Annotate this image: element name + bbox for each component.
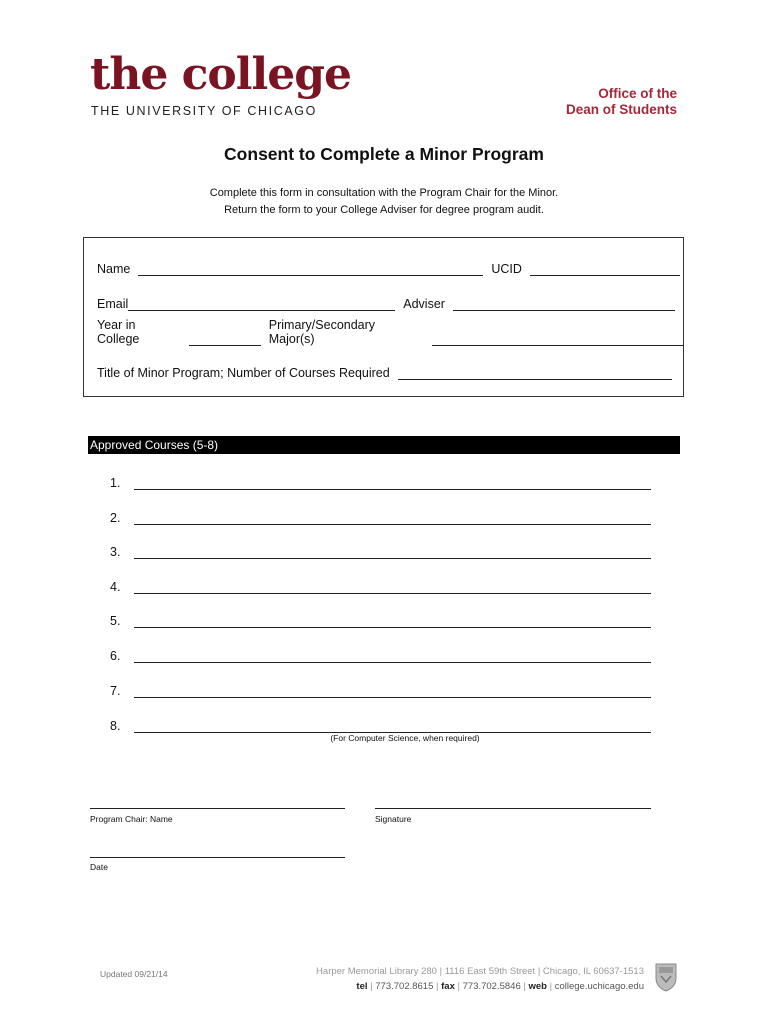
minor-title-field[interactable] (398, 367, 672, 380)
year-label: Year in College (97, 318, 140, 346)
course-number: 5. (110, 614, 121, 628)
college-logo: the college (90, 49, 351, 100)
course-note: (For Computer Science, when required) (330, 733, 480, 743)
course-number: 4. (110, 580, 121, 594)
course-field[interactable] (134, 720, 651, 733)
office-name (566, 86, 677, 118)
major-field[interactable] (432, 333, 683, 346)
major-label: Primary/Secondary Major(s) (268, 318, 376, 346)
course-row (110, 715, 651, 733)
email-field[interactable] (128, 298, 395, 311)
date-label: Date (90, 862, 108, 872)
course-field[interactable] (134, 685, 651, 698)
office-line-2: Dean of Students (565, 102, 677, 117)
ucid-field[interactable] (530, 263, 680, 276)
course-number: 7. (110, 684, 121, 698)
tel-label: tel (356, 981, 368, 992)
course-row (110, 507, 651, 525)
course-number: 6. (110, 649, 121, 663)
university-shield-icon (655, 962, 677, 992)
course-number: 1. (110, 476, 121, 490)
address-line: Harper Memorial Library 280 | 1116 East 59th Street | Chicago, IL 60637-1513 (316, 966, 644, 977)
fax-label: fax (441, 981, 455, 992)
minor-title-label: Title of Minor Program; Number of Courses Required (97, 366, 390, 380)
date-line[interactable] (90, 857, 345, 858)
email-label: Email (97, 297, 129, 311)
form-instructions (0, 185, 768, 219)
course-number: 2. (110, 511, 121, 525)
course-number: 8. (110, 719, 121, 733)
student-info-box (83, 237, 684, 397)
course-number: 3. (110, 545, 121, 559)
university-name: THE UNIVERSITY OF CHICAGO (91, 104, 317, 118)
signature-label: Signature (375, 814, 412, 824)
footer-address (316, 964, 644, 994)
fax-value: 773.702.5846 (462, 981, 521, 992)
course-row (110, 541, 651, 559)
course-row (110, 680, 651, 698)
course-field[interactable] (134, 581, 651, 594)
course-field[interactable] (134, 512, 651, 525)
program-chair-label: Program Chair: Name (90, 814, 173, 824)
instruction-line-2: Return the form to your College Adviser for degree program audit. (224, 204, 544, 216)
updated-date: Updated 09/21/14 (100, 969, 168, 979)
course-field[interactable] (134, 615, 651, 628)
web-label: web (528, 981, 547, 992)
name-row (97, 258, 680, 276)
tel-value: 773.702.8615 (375, 981, 434, 992)
office-line-1: Office of the (598, 86, 677, 101)
course-field[interactable] (134, 477, 651, 490)
course-row (110, 576, 651, 594)
year-row (97, 318, 683, 346)
approved-courses-header: Approved Courses (5-8) (88, 436, 680, 454)
ucid-label: UCID (491, 262, 522, 276)
course-row (110, 472, 651, 490)
course-field[interactable] (134, 546, 651, 559)
course-field[interactable] (134, 650, 651, 663)
adviser-label: Adviser (403, 297, 445, 311)
signature-line[interactable] (375, 808, 651, 809)
name-field[interactable] (138, 263, 483, 276)
instruction-line-1: Complete this form in consultation with the Program Chair for the Minor. (209, 187, 559, 199)
course-row (110, 645, 651, 663)
email-row (97, 293, 675, 311)
name-label: Name (97, 262, 131, 276)
course-row (110, 610, 651, 628)
year-field[interactable] (189, 333, 261, 346)
program-chair-line[interactable] (90, 808, 345, 809)
form-title: Consent to Complete a Minor Program (224, 144, 544, 164)
minor-row (97, 362, 672, 380)
adviser-field[interactable] (453, 298, 675, 311)
contact-line: tel | 773.702.8615 | fax | 773.702.5846 | web | college.uchicago.edu (356, 981, 644, 992)
web-value[interactable]: college.uchicago.edu (554, 981, 644, 992)
